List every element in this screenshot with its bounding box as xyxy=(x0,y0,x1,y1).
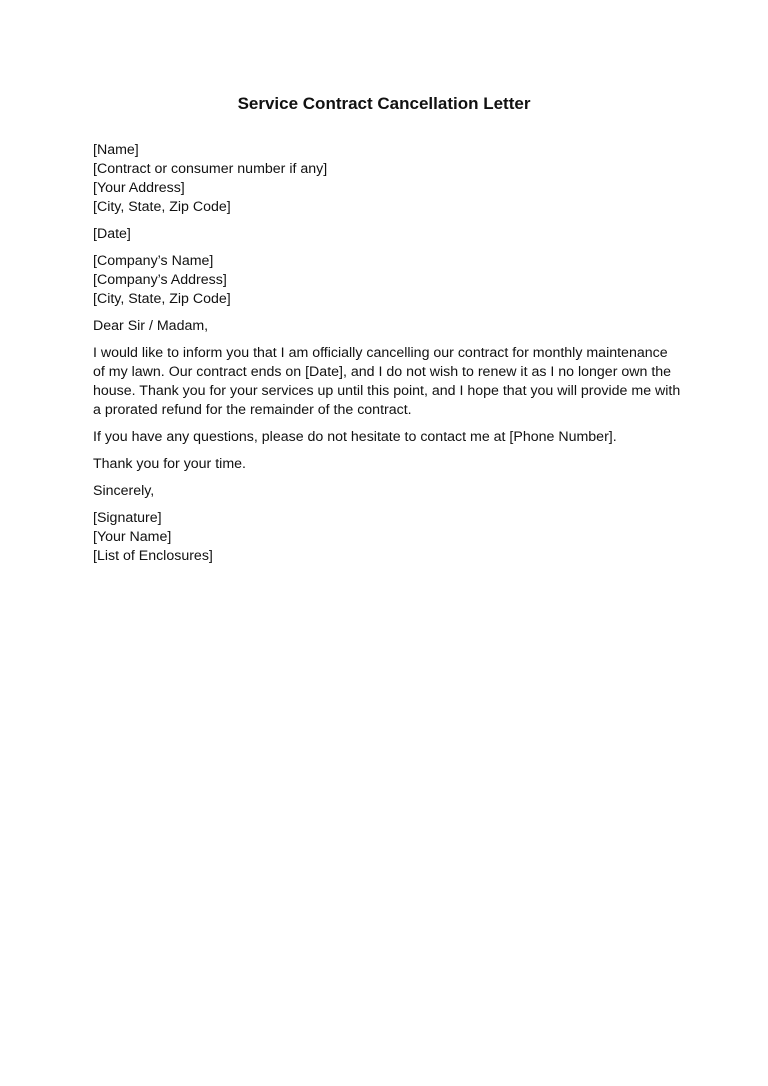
paragraph-cancellation xyxy=(93,344,683,420)
signer-name: [Your Name] xyxy=(93,529,172,545)
paragraph-thanks-text: Thank you for your time. xyxy=(93,456,246,472)
recipient-block xyxy=(93,252,683,309)
sender-contract-number: [Contract or consumer number if any] xyxy=(93,161,328,177)
salutation-text: Dear Sir / Madam, xyxy=(93,318,209,334)
paragraph-line: a prorated refund for the remainder of the contract. xyxy=(93,402,412,418)
date-block xyxy=(93,225,683,244)
enclosures-list: [List of Enclosures] xyxy=(93,548,213,564)
sender-name: [Name] xyxy=(93,142,139,158)
signature-block xyxy=(93,509,683,566)
paragraph-contact xyxy=(93,428,683,447)
closing-text: Sincerely, xyxy=(93,483,155,499)
recipient-company-name: [Company’s Name] xyxy=(93,253,214,269)
paragraph-contact-text: If you have any questions, please do not hesitate to contact me at [Phone Number]. xyxy=(93,429,617,445)
sender-block xyxy=(93,141,683,217)
sender-city-state-zip: [City, State, Zip Code] xyxy=(93,199,231,215)
paragraph-line: of my lawn. Our contract ends on [Date], and I do not wish to renew it as I no longer own the xyxy=(93,364,672,380)
paragraph-thanks xyxy=(93,455,683,474)
letter-body xyxy=(93,141,683,574)
letter-date: [Date] xyxy=(93,226,131,242)
recipient-company-address: [Company’s Address] xyxy=(93,272,227,288)
paragraph-line: house. Thank you for your services up until this point, and I hope that you will provide me with xyxy=(93,383,681,399)
signature-line: [Signature] xyxy=(93,510,162,526)
salutation xyxy=(93,317,683,336)
recipient-city-state-zip: [City, State, Zip Code] xyxy=(93,291,231,307)
letter-title: Service Contract Cancellation Letter xyxy=(237,94,531,113)
paragraph-line: I would like to inform you that I am officially cancelling our contract for monthly maintenance xyxy=(93,345,668,361)
closing xyxy=(93,482,683,501)
sender-address: [Your Address] xyxy=(93,180,185,196)
